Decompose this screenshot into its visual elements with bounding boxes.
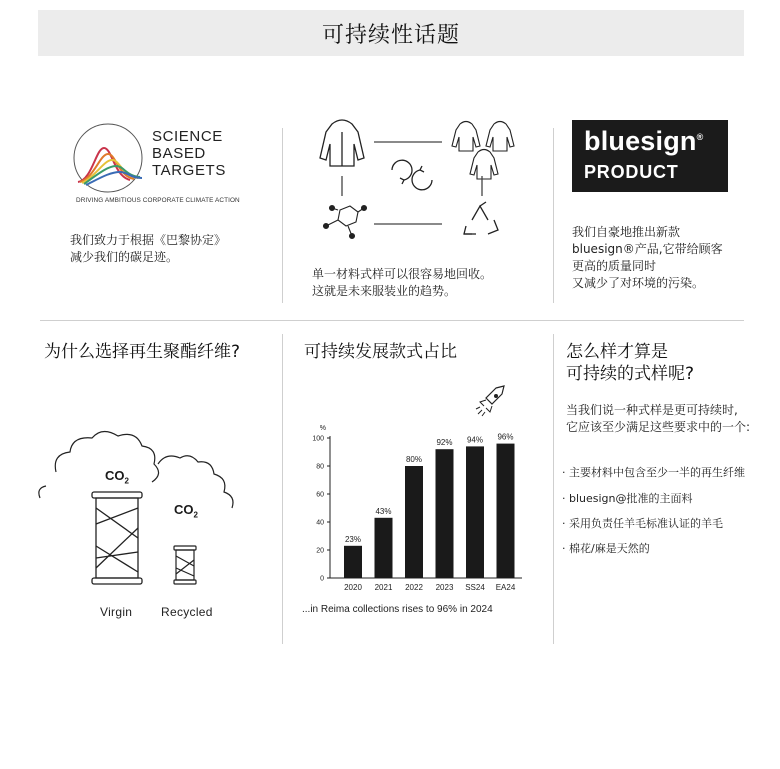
bar <box>375 518 393 578</box>
virgin-label: Virgin <box>100 605 133 619</box>
small-spool-icon <box>174 546 196 584</box>
clouds-spools-illustration <box>38 428 268 588</box>
recycled-title: 为什么选择再生聚酯纤维? <box>44 342 241 362</box>
divider <box>40 320 744 321</box>
bar-data-label: 94% <box>466 435 484 445</box>
bar <box>344 546 362 578</box>
divider <box>282 334 283 644</box>
y-tick-label: 80 <box>316 463 324 471</box>
big-spool-icon <box>92 492 142 584</box>
x-tick-label: 2020 <box>344 583 362 592</box>
cloud-icon <box>39 431 233 508</box>
bluesign-text-line: bluesign®产品,它带给顾客 <box>572 242 723 256</box>
sbt-logo-icon <box>70 120 150 198</box>
bar <box>405 466 423 578</box>
sbt-line-targets: TARGETS <box>152 162 226 179</box>
molecule-icon <box>324 206 367 239</box>
jacket-icon <box>320 120 364 166</box>
mono-material-cycle-illustration <box>312 112 532 252</box>
bluesign-logo-word: bluesign <box>584 126 697 156</box>
bluesign-registered-mark: ® <box>696 132 704 142</box>
co2-small-label: $CO_2$ <box>174 502 198 520</box>
page-title: 可持续性话题 <box>321 22 460 48</box>
bar-data-label: 43% <box>375 506 392 516</box>
criteria-intro-line: 当我们说一种式样是更可持续时, <box>566 403 738 417</box>
sbt-text-line: 我们致力于根据《巴黎协定》 <box>70 233 227 247</box>
x-tick-label: SS24 <box>465 583 485 592</box>
criteria-item: · 棉花/麻是天然的 <box>562 542 650 555</box>
y-tick-label: 0 <box>320 575 324 583</box>
criteria-title-line: 怎么样才算是 <box>566 342 668 362</box>
recycle-icon <box>464 202 498 234</box>
bluesign-text-line: 更高的质量同时 <box>572 259 657 273</box>
y-tick-label: 100 <box>312 435 324 443</box>
bar-data-label: 96% <box>497 432 514 442</box>
mono-text-line: 这就是未来服装业的趋势。 <box>312 284 457 298</box>
bar-data-label: 92% <box>436 438 453 448</box>
x-tick-label: 2021 <box>374 583 393 592</box>
bluesign-text-line: 我们自豪地推出新款 <box>572 225 681 239</box>
bar <box>436 449 454 578</box>
criteria-item: · 采用负责任羊毛标准认证的羊毛 <box>562 517 723 530</box>
bluesign-logo <box>572 120 728 192</box>
criteria-title-line: 可持续的式样呢? <box>566 364 695 384</box>
divider <box>553 128 554 303</box>
bar-data-label: 80% <box>405 455 423 464</box>
sbt-tagline: DRIVING AMBITIOUS CORPORATE CLIMATE ACTION <box>76 197 240 204</box>
bluesign-product-label: PRODUCT <box>584 162 679 182</box>
bar <box>466 446 484 578</box>
criteria-intro-line: 它应该至少满足这些要求中的一个: <box>566 420 751 434</box>
x-tick-label: 2023 <box>435 583 454 592</box>
bluesign-text-line: 又减少了对环境的污染。 <box>572 276 705 290</box>
sbt-text-line: 减少我们的碳足迹。 <box>70 250 179 264</box>
page-header <box>38 10 744 56</box>
y-tick-label: 20 <box>316 547 324 555</box>
divider <box>282 128 283 303</box>
sbt-line-based: BASED <box>152 145 206 162</box>
x-tick-label: 2022 <box>405 583 423 592</box>
x-tick-label: EA24 <box>495 583 516 592</box>
bar <box>497 444 515 578</box>
bar-data-label: 23% <box>344 534 362 544</box>
sbt-line-science: SCIENCE <box>152 128 223 145</box>
mono-text-line: 单一材料式样可以很容易地回收。 <box>312 267 493 281</box>
y-tick-label: 40 <box>316 519 324 527</box>
sustainable-share-bar-chart <box>300 420 530 600</box>
share-title: 可持续发展款式占比 <box>304 342 457 362</box>
y-axis-label: % <box>319 425 326 432</box>
criteria-item: · bluesign@批准的主面料 <box>562 492 693 505</box>
chart-caption: ...in Reima collections rises to 96% in 2024 <box>302 604 493 615</box>
criteria-item: · 主要材料中包含至少一半的再生纤维 <box>562 466 745 479</box>
rocket-icon <box>474 384 508 418</box>
jackets-icon <box>452 122 514 180</box>
y-tick-label: 60 <box>316 491 324 499</box>
recycled-label: Recycled <box>161 605 213 619</box>
co2-big-label: $CO_2$ <box>105 468 129 486</box>
divider <box>553 334 554 644</box>
